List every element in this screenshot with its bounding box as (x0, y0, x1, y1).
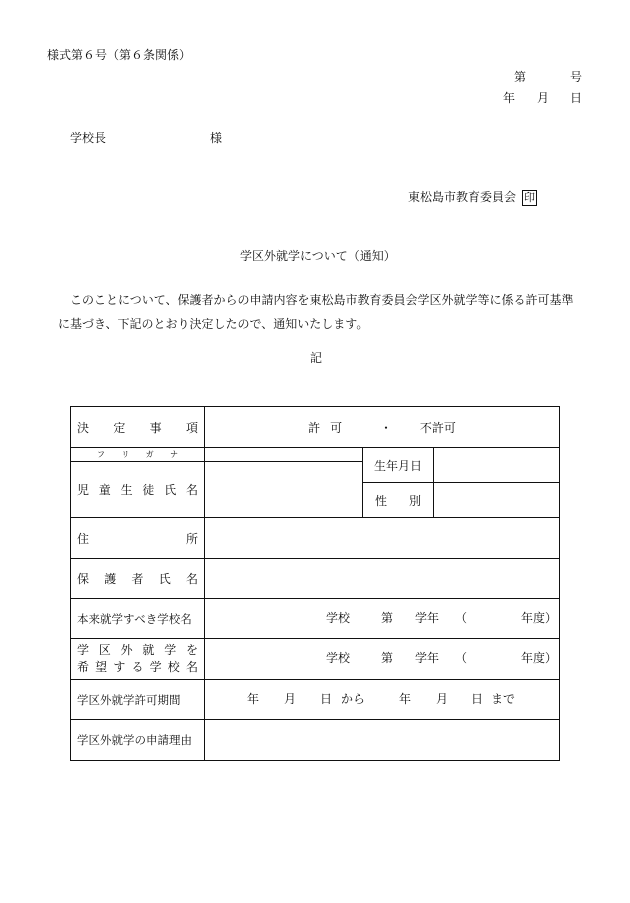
grade-word: 学年 (415, 651, 440, 665)
nendo-word: 年度） (521, 651, 558, 665)
paren-open: （ (455, 610, 468, 625)
doc-no-dai: 第 (514, 70, 527, 84)
permit-option[interactable]: 許可 (308, 420, 353, 435)
date-year: 年 (503, 91, 516, 105)
decision-label: 決 定 事 項 (77, 420, 198, 435)
guardian-input[interactable] (205, 559, 560, 599)
address-label-cell (71, 518, 205, 559)
period-year-1: 年 (247, 691, 260, 706)
row-desired-school (71, 639, 560, 680)
school-word: 学校 (326, 610, 351, 625)
form-number: 様式第６号（第６条関係） (47, 48, 192, 62)
reason-input[interactable] (205, 720, 560, 761)
desired-school-label-line2: 希 望 す る 学 校 名 (77, 660, 198, 674)
addressee-sama: 様 (210, 131, 223, 145)
row-decision (71, 407, 560, 448)
dai-word: 第 (381, 610, 394, 625)
nendo-word: 年度） (521, 610, 558, 625)
ki-heading: 記 (310, 351, 323, 365)
period-label: 学区外就学許可期間 (71, 680, 205, 720)
address-label: 住 所 (77, 531, 198, 546)
birthdate-input[interactable] (434, 448, 560, 483)
row-address (71, 518, 560, 559)
period-day-1: 日 (320, 691, 333, 706)
date-month: 月 (537, 91, 550, 105)
deny-option[interactable]: 不許可 (419, 420, 456, 435)
period-year-2: 年 (399, 691, 412, 706)
original-school-cell[interactable] (205, 599, 560, 639)
desired-school-label-cell (71, 639, 205, 680)
grade-word: 学年 (415, 610, 440, 625)
date-day: 日 (570, 91, 583, 105)
sender (408, 190, 537, 206)
desired-school-cell[interactable] (205, 639, 560, 680)
paren-open: （ (455, 651, 468, 665)
period-day-2: 日 (471, 691, 484, 706)
gender-label-cell (363, 483, 434, 518)
child-name-label: 児 童 生 徒 氏 名 (77, 483, 198, 497)
doc-no-go: 号 (570, 70, 583, 84)
period-until: まで (491, 691, 516, 706)
address-input[interactable] (205, 518, 560, 559)
row-period (71, 680, 560, 720)
gender-label: 性 別 (375, 493, 421, 508)
child-label-cell (71, 462, 205, 518)
decision-table (70, 406, 560, 761)
guardian-label-cell (71, 559, 205, 599)
reason-label: 学区外就学の申請理由 (71, 720, 205, 761)
furigana-input[interactable] (205, 448, 363, 462)
decision-options-cell[interactable] (205, 407, 560, 448)
period-cell[interactable] (205, 680, 560, 720)
guardian-label: 保 護 者 氏 名 (77, 572, 198, 586)
child-name-input[interactable] (205, 462, 363, 518)
row-furigana (71, 448, 560, 462)
decision-label-cell (71, 407, 205, 448)
seal-stamp: 印 (524, 191, 536, 204)
original-school-label: 本来就学すべき学校名 (71, 599, 205, 639)
sender-name: 東松島市教育委員会 (408, 190, 517, 204)
furigana-label-cell (71, 448, 205, 462)
document-title: 学区外就学について（通知） (240, 249, 396, 263)
row-guardian (71, 559, 560, 599)
body-text: このことについて、保護者からの申請内容を東松島市教育委員会学区外就学等に係る許可基準に基づき、下記のとおり決定したので、通知いたします。 (58, 293, 574, 331)
gender-input[interactable] (434, 483, 560, 518)
period-month-2: 月 (436, 691, 449, 706)
school-word: 学校 (326, 651, 351, 665)
option-separator: ・ (380, 420, 393, 435)
period-from: から (341, 691, 366, 706)
row-original-school (71, 599, 560, 639)
period-month-1: 月 (284, 691, 297, 706)
desired-school-label-line1: 学 区 外 就 学 を (77, 643, 198, 657)
dai-word: 第 (381, 651, 394, 665)
birthdate-label: 生年月日 (363, 448, 434, 483)
addressee-principal: 学校長 (70, 131, 107, 145)
row-reason (71, 720, 560, 761)
furigana-label: フ リ ガ ナ (97, 450, 178, 459)
